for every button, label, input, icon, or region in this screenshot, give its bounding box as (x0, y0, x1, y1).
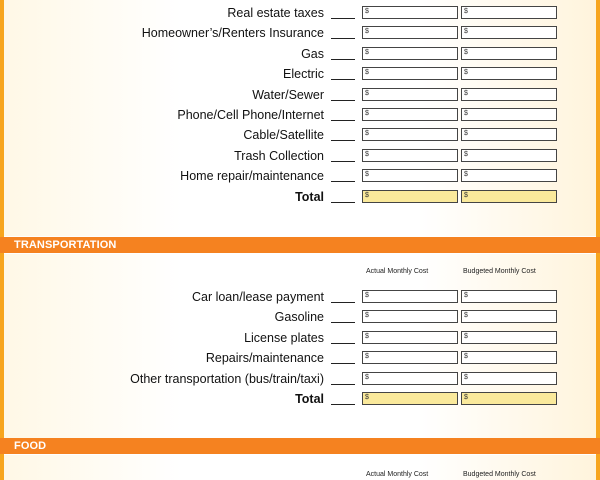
food-col-budget: Budgeted Monthly Cost (463, 471, 536, 478)
housing-row (0, 148, 600, 164)
housing-row (0, 87, 600, 103)
budgeted-cost-field-total[interactable]: $ (461, 190, 557, 203)
expense-label: Phone/Cell Phone/Internet (177, 108, 324, 122)
blank-line (331, 120, 355, 121)
actual-cost-field[interactable]: $ (362, 128, 458, 141)
expense-label: Car loan/lease payment (191, 290, 324, 304)
blank-line (331, 363, 355, 364)
budgeted-cost-field-total[interactable]: $ (461, 392, 557, 405)
actual-cost-field[interactable]: $ (362, 47, 458, 60)
transportation-panel (4, 254, 596, 438)
actual-cost-field[interactable]: $ (362, 108, 458, 121)
actual-cost-field[interactable]: $ (362, 169, 458, 182)
budgeted-cost-field[interactable]: $ (461, 290, 557, 303)
transportation-row (0, 309, 600, 325)
expense-label: Real estate taxes (227, 6, 324, 20)
expense-label: Homeowner’s/Renters Insurance (141, 26, 324, 41)
housing-row (0, 66, 600, 82)
expense-label: Cable/Satellite (243, 128, 324, 143)
budgeted-cost-field[interactable]: $ (461, 6, 557, 19)
budgeted-cost-field[interactable]: $ (461, 351, 557, 364)
budgeted-cost-field[interactable]: $ (461, 372, 557, 385)
housing-total-row (0, 189, 600, 205)
actual-cost-field[interactable]: $ (362, 149, 458, 162)
actual-cost-field-total[interactable]: $ (362, 190, 458, 203)
housing-row (0, 107, 600, 123)
transportation-row (0, 371, 600, 387)
budgeted-cost-field[interactable]: $ (461, 331, 557, 344)
expense-label: Gasoline (274, 310, 324, 325)
budgeted-cost-field[interactable]: $ (461, 128, 557, 141)
transportation-header: TRANSPORTATION (0, 237, 600, 253)
expense-label: Other transportation (bus/train/taxi) (130, 371, 324, 386)
budgeted-cost-field[interactable]: $ (461, 310, 557, 323)
budgeted-cost-field[interactable]: $ (461, 88, 557, 101)
expense-label: Gas (301, 46, 324, 61)
blank-line (331, 18, 355, 19)
transportation-row (0, 289, 600, 305)
blank-line (331, 343, 355, 344)
housing-row (0, 46, 600, 62)
blank-line (331, 322, 355, 323)
budgeted-cost-field[interactable]: $ (461, 108, 557, 121)
housing-row (0, 5, 600, 21)
blank-line (331, 161, 355, 162)
total-label: Total (295, 392, 324, 406)
blank-line (331, 202, 355, 203)
transportation-row (0, 350, 600, 366)
budgeted-cost-field[interactable]: $ (461, 47, 557, 60)
expense-label: Water/Sewer (252, 87, 324, 102)
expense-label: Home repair/maintenance (180, 169, 324, 184)
blank-line (331, 100, 355, 101)
budgeted-cost-field[interactable]: $ (461, 26, 557, 39)
housing-row (0, 168, 600, 184)
actual-cost-field[interactable]: $ (362, 26, 458, 39)
budgeted-cost-field[interactable]: $ (461, 67, 557, 80)
actual-cost-field[interactable]: $ (362, 351, 458, 364)
actual-cost-field[interactable]: $ (362, 6, 458, 19)
expense-label: Trash Collection (234, 148, 324, 163)
blank-line (331, 38, 355, 39)
actual-cost-field[interactable]: $ (362, 372, 458, 385)
actual-cost-field[interactable]: $ (362, 290, 458, 303)
expense-label: Electric (283, 67, 324, 82)
food-col-actual: Actual Monthly Cost (366, 471, 429, 478)
transportation-row (0, 330, 600, 346)
actual-cost-field[interactable]: $ (362, 310, 458, 323)
total-label: Total (295, 189, 324, 204)
blank-line (331, 59, 355, 60)
expense-label: Repairs/maintenance (205, 351, 324, 366)
transportation-col-budget: Budgeted Monthly Cost (463, 268, 536, 275)
food-header: FOOD (0, 438, 600, 454)
actual-cost-field[interactable]: $ (362, 88, 458, 101)
housing-row (0, 25, 600, 41)
blank-line (331, 302, 355, 303)
actual-cost-field[interactable]: $ (362, 67, 458, 80)
transportation-col-actual: Actual Monthly Cost (366, 268, 429, 275)
actual-cost-field[interactable]: $ (362, 331, 458, 344)
blank-line (331, 140, 355, 141)
budgeted-cost-field[interactable]: $ (461, 149, 557, 162)
expense-label: License plates (244, 330, 324, 345)
budgeted-cost-field[interactable]: $ (461, 169, 557, 182)
blank-line (331, 384, 355, 385)
actual-cost-field-total[interactable]: $ (362, 392, 458, 405)
blank-line (331, 79, 355, 80)
housing-row (0, 127, 600, 143)
transportation-total-row (0, 391, 600, 407)
blank-line (331, 404, 355, 405)
blank-line (331, 181, 355, 182)
